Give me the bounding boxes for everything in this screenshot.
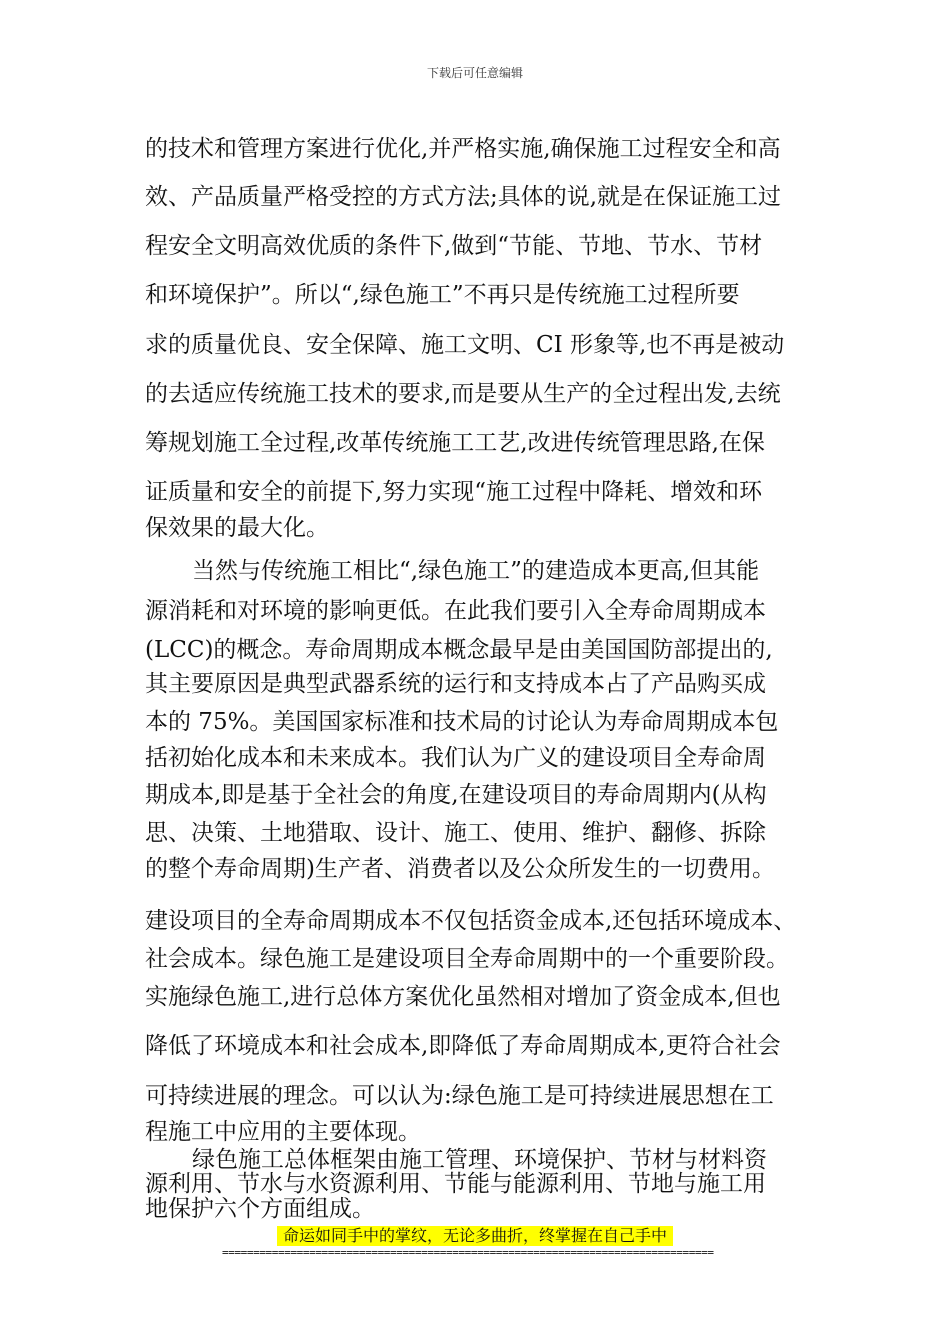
text-line: 的技术和管理方案进行优化,并严格实施,确保施工过程安全和高	[145, 136, 781, 162]
text-line: 的去适应传统施工技术的要求,而是要从生产的全过程出发,去统	[145, 381, 781, 407]
text-line: 筹规划施工全过程,改革传统施工工艺,改进传统管理思路,在保	[145, 430, 765, 456]
text-line: 括初始化成本和未来成本。我们认为广义的建设项目全寿命周	[145, 745, 766, 771]
footer	[0, 1226, 950, 1246]
text-line: 降低了环境成本和社会成本,即降低了寿命周期成本,更符合社会	[145, 1033, 781, 1059]
page-header: 下载后可任意编辑	[426, 66, 523, 80]
text-line: 程安全文明高效优质的条件下,做到“节能、节地、节水、节材	[145, 233, 763, 259]
text-line: 程施工中应用的主要体现。	[145, 1119, 421, 1145]
text-line: (LCC)的概念。寿命周期成本概念最早是由美国国防部提出的,	[145, 637, 773, 663]
text-line: 地保护六个方面组成。	[145, 1196, 375, 1222]
text-line: 求的质量优良、安全保障、施工文明、CI 形象等,也不再是被动	[145, 332, 785, 358]
text-line: 源消耗和对环境的影响更低。在此我们要引入全寿命周期成本	[145, 598, 766, 624]
highlighted-motto: 命运如同手中的掌纹，无论多曲折，终掌握在自己手中	[277, 1226, 673, 1246]
text-line: 绿色施工总体框架由施工管理、环境保护、节材与材料资	[192, 1147, 767, 1173]
text-line: 保效果的最大化。	[145, 515, 329, 541]
text-line: 期成本,即是基于全社会的角度,在建设项目的寿命周期内(从构	[145, 782, 767, 808]
text-line: 源利用、节水与水资源利用、节能与能源利用、节地与施工用	[145, 1171, 766, 1197]
text-line: 和环境保护”。所以“,绿色施工”不再只是传统施工过程所要	[145, 282, 740, 308]
text-line: 效、产品质量严格受控的方式方法;具体的说,就是在保证施工过	[145, 184, 782, 210]
text-line: 本的 75%。美国国家标准和技术局的讨论认为寿命周期成本包	[145, 709, 779, 735]
text-line: 建设项目的全寿命周期成本不仅包括资金成本,还包括环境成本、	[145, 908, 797, 934]
separator-rule: ===============================================================================	[222, 1246, 714, 1259]
text-line: 社会成本。绿色施工是建设项目全寿命周期中的一个重要阶段。	[145, 946, 789, 972]
text-line: 证质量和安全的前提下,努力实现“施工过程中降耗、增效和环	[145, 479, 763, 505]
text-line: 思、决策、土地猎取、设计、施工、使用、维护、翻修、拆除	[145, 820, 766, 846]
text-line: 可持续进展的理念。可以认为:绿色施工是可持续进展思想在工	[145, 1083, 774, 1109]
text-line: 实施绿色施工,进行总体方案优化虽然相对增加了资金成本,但也	[145, 984, 781, 1010]
text-line: 当然与传统施工相比“,绿色施工”的建造成本更高,但其能	[192, 558, 760, 584]
text-line: 其主要原因是典型武器系统的运行和支持成本占了产品购买成	[145, 671, 766, 697]
text-line: 的整个寿命周期)生产者、消费者以及公众所发生的一切费用。	[145, 856, 775, 882]
